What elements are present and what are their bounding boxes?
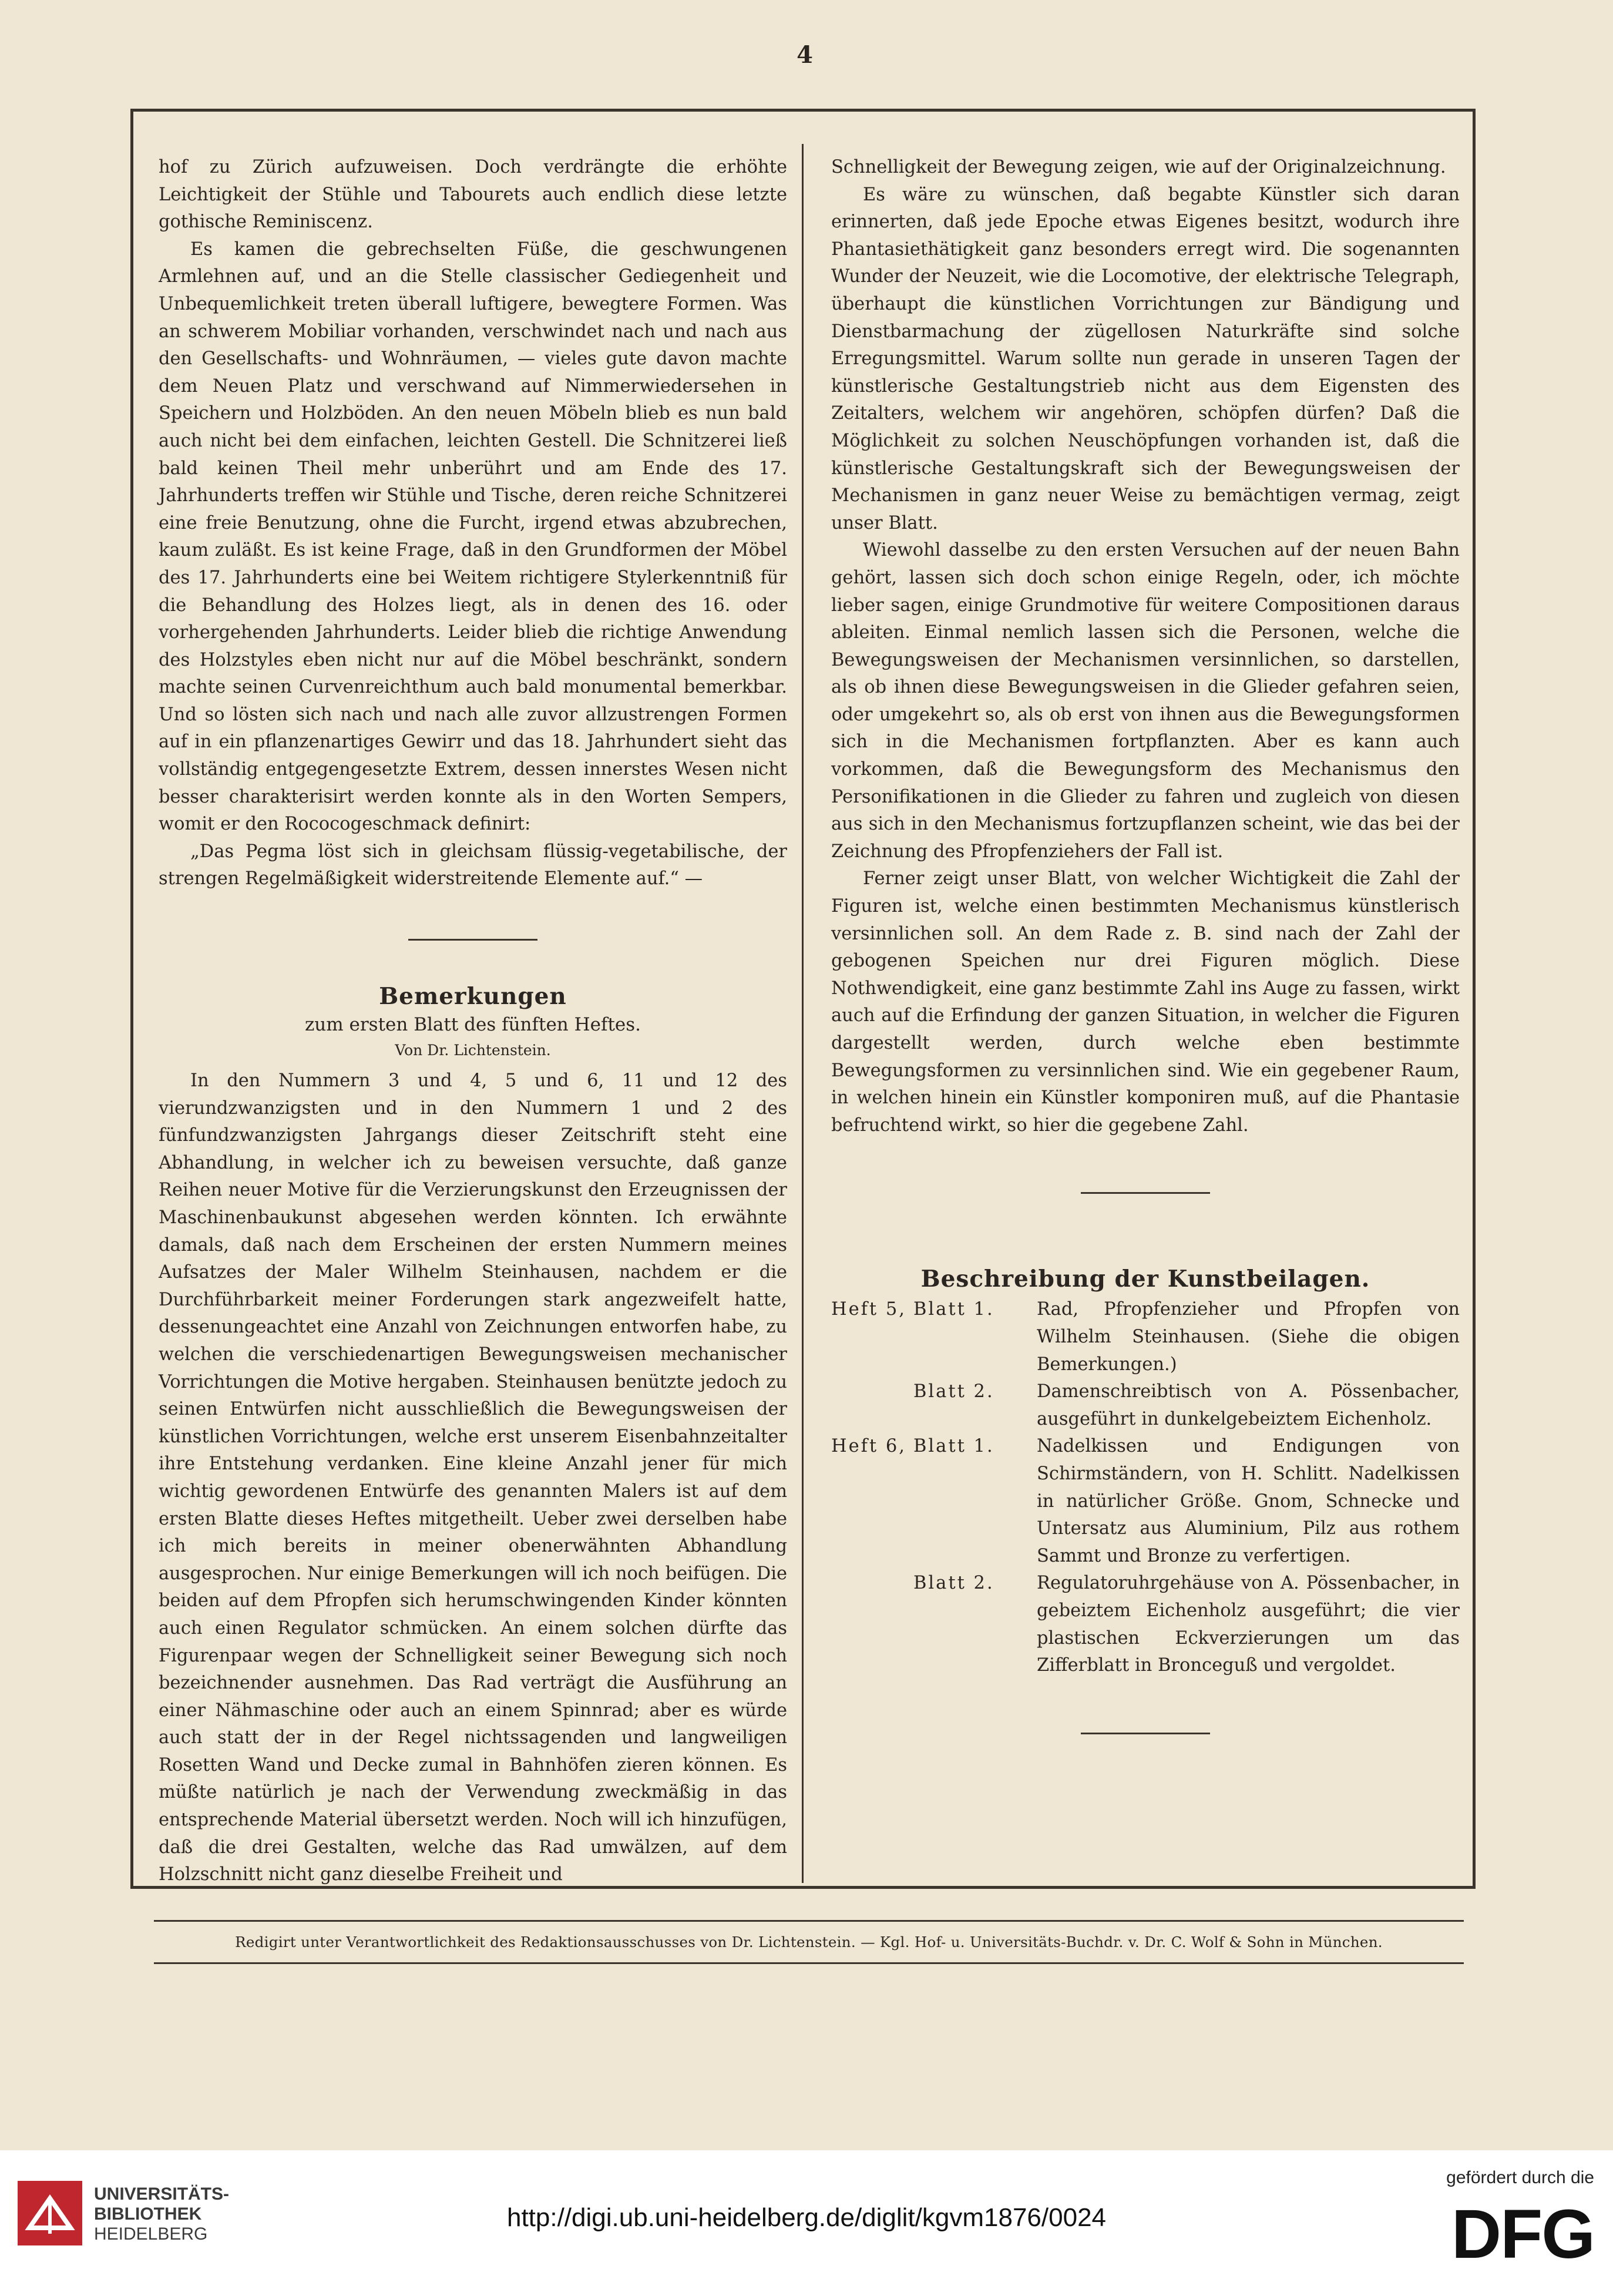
paragraph: Wiewohl dasselbe zu den ersten Versuchen auf der neuen Bahn gehört, lassen sich doch schon einige Regeln, oder, ich möchte lieber sagen, einige Grundmotive für weitere Compositionen daraus ableiten. Einmal nemlich lassen sich die Personen, welche die Bewegungsweisen der Mechanismen versinnlichen, so darstellen, als ob ihnen diese Bewegungsweisen in die Glieder gefahren seien, oder umgekehrt so, als ob erst von ihnen aus die Bewegungsformen sich in die Mechanismen fortpflanzten. Aber es kann auch vorkommen, daß die Bewegungsform des Mechanismus den Personifikationen in die Glieder zu fahren und zugleich von diesen aus sich in den Mechanismus fortzupflanzen scheint, wie das bei der Zeichnung des Pfropfenziehers der Fall ist.: [831, 540, 1460, 862]
catalog-heft: Heft 5,: [831, 1299, 906, 1320]
paragraph: Es kamen die gebrechselten Füße, die geschwungenen Armlehnen auf, und an die Stelle classischer Gediegenheit und Unbequemlichkeit treten überall luftigere, bewegtere Formen. Was an schwerem Mobiliar vorhanden, verschwindet nach und nach aus den Gesellschafts- und Wohnräumen, — vieles gute davon machte dem Neuen Platz und verschwand auf Nimmerwiedersehen in Speichern und Holzböden. An den neuen Möbeln blieb es nun bald auch nicht bei dem einfachen, leichten Gestell. Die Schnitzerei ließ bald keinen Theil mehr unberührt und am Ende des 17. Jahrhunderts treffen wir Stühle und Tische, deren reiche Schnitzerei eine freie Benutzung, ohne die Furcht, irgend etwas abzubrechen, kaum zuläßt. Es ist keine Frage, daß in den Grundformen der Möbel des 17. Jahrhunderts eine bei Weitem richtigere Stylerkenntniß für die Behandlung des Holzes liegt, als in denen des 16. oder vorhergehenden Jahrhunderts. Leider blieb die richtige Anwendung des Holzstyles eben nicht nur auf die Möbel beschränkt, sondern machte seinen Curvenreichthum auch bald monumental bemerkbar. Und so lösten sich nach und nach alle zuvor allzustrengen Formen auf in ein pflanzenartiges Gewirr und das 18. Jahrhundert sieht das vollständig entgegengesetzte Extrem, dessen innerstes Wesen nicht besser charakterisirt werden konnte als in den Worten Sempers, womit er den Rococogeschmack definirt:: [159, 239, 787, 835]
catalog-row: [831, 1296, 1460, 1378]
catalog-description: Damenschreibtisch von A. Pössenbacher, ausgeführt in dunkelgebeiztem Eichenholz.: [1037, 1381, 1460, 1429]
paragraph: hof zu Zürich aufzuweisen. Doch verdrängte die erhöhte Leichtigkeit der Stühle und Tabourets auch endlich diese letzte gothische Reminiscenz.: [159, 157, 787, 233]
catalog-blatt: Blatt 1.: [913, 1436, 994, 1457]
section-author: Von Dr. Lichtenstein.: [395, 1042, 551, 1059]
library-name-line: HEIDELBERG: [94, 2224, 208, 2244]
paragraph: Es wäre zu wünschen, daß begabte Künstler sich daran erinnerten, daß jede Epoche etwas Eigenes besitzt, wodurch ihre Phantasiethätigkeit ganz besonders erregt wird. Die sogenannten Wunder der Neuzeit, wie die Locomotive, der elektrische Telegraph, überhaupt die künstlichen Vorrichtungen zur Bändigung und Dienstbarmachung der zügellosen Naturkräfte sind solche Erregungsmittel. Warum sollte nun gerade in unseren Tagen der künstlerische Gestaltungstrieb nicht aus dem Eigensten des Zeitalters, welchem wir angehören, schöpfen dürfen? Daß die Möglichkeit zu solchen Neuschöpfungen vorhanden ist, daß die künstlerische Gestaltungskraft sich der Bewegungsweisen der Mechanismen in ganz neuer Weise zu bemächtigen vermag, zeigt unser Blatt.: [831, 184, 1460, 533]
catalog-heft: Heft 6,: [831, 1436, 906, 1457]
catalog-list: [831, 1296, 1460, 1679]
imprint-rule: [154, 1962, 1464, 1964]
funding-caption: gefördert durch die: [1446, 2168, 1594, 2187]
library-name-line: UNIVERSITÄTS-: [94, 2184, 230, 2204]
section-divider: [408, 939, 537, 941]
right-column: [831, 154, 1460, 1775]
catalog-blatt: Blatt 2.: [913, 1573, 994, 1594]
section-divider: [1081, 1192, 1210, 1194]
catalog-heft: [831, 1378, 913, 1433]
library-name-line: BIBLIOTHEK: [94, 2204, 202, 2224]
catalog-row: [831, 1433, 1460, 1570]
catalog-row: [831, 1570, 1460, 1679]
catalog-description: Nadelkissen und Endigungen von Schirmständern, von H. Schlitt. Nadelkissen in natürlicher Größe. Gnom, Schnecke und Untersatz aus Aluminium, Pilz aus rothem Sammt und Bronze zu verfertigen.: [1037, 1436, 1460, 1566]
paragraph: Ferner zeigt unser Blatt, von welcher Wichtigkeit die Zahl der Figuren ist, welche einen bestimmten Mechanismus künstlerisch versinnlichen soll. An dem Rade z. B. sind nach der Zahl der gebogenen Speichen nur drei Figuren möglich. Diese Nothwendigkeit, eine ganz bestimmte Zahl ins Auge zu fassen, wirkt auch auf die Erfindung der ganzen Situation, in welcher die Figuren dargestellt werden, durch welche eben bestimmte Bewegungsformen zu versinnlichen sind. Wie ein gegebener Raum, in welchen hinein ein Künstler komponiren muß, auf die Phantasie befruchtend wirkt, so hier die gegebene Zahl.: [831, 868, 1460, 1136]
catalog-blatt: Blatt 1.: [913, 1299, 994, 1320]
section-title: Bemerkungen: [379, 983, 567, 1011]
imprint-line: Redigirt unter Verantwortlichkeit des Redaktionsausschusses von Dr. Lichtenstein. — Kgl. Hof- u. Universitäts-Buchdr. v. Dr. C. Wolf & Sohn in München.: [154, 1920, 1464, 1952]
catalog-row: [831, 1378, 1460, 1433]
catalog-description: Rad, Pfropfenzieher und Pfropfen von Wilhelm Steinhausen. (Siehe die obigen Bemerkungen.): [1037, 1299, 1460, 1375]
section-title: Beschreibung der Kunstbeilagen.: [920, 1266, 1370, 1293]
catalog-description: Regulatoruhrgehäuse von A. Pössenbacher, in gebeiztem Eichenholz ausgeführt; die vier plastischen Eckverzierungen um das Zifferblatt in Bronceguß und vergoldet.: [1037, 1573, 1460, 1676]
paragraph: Schnelligkeit der Bewegung zeigen, wie auf der Originalzeichnung.: [831, 157, 1446, 177]
catalog-blatt: Blatt 2.: [913, 1381, 994, 1402]
quotation: „Das Pegma löst sich in gleichsam flüssig-vegetabilische, der strengen Regelmäßigkeit widerstreitende Elemente auf.“ —: [159, 841, 787, 889]
section-divider: [1081, 1733, 1210, 1734]
catalog-heft: [831, 1570, 913, 1679]
page-number: 4: [797, 41, 813, 69]
section-subtitle: zum ersten Blatt des fünften Heftes.: [304, 1014, 641, 1036]
permalink-url[interactable]: http://digi.ub.uni-heidelberg.de/diglit/kgvm1876/0024: [506, 2203, 1107, 2232]
paragraph: In den Nummern 3 und 4, 5 und 6, 11 und 12 des vierundzwanzigsten und in den Nummern 1 und 2 des fünfundzwanzigsten Jahrgangs dieser Zeitschrift steht eine Abhandlung, in welcher ich zu beweisen versuchte, daß ganze Reihen neuer Motive für die Verzierungskunst den Erzeugnissen der Maschinenbaukunst abgesehen werden könnten. Ich erwähnte damals, daß nach dem Erscheinen der ersten Nummern meines Aufsatzes der Maler Wilhelm Steinhausen, nachdem er die Durchführbarkeit meiner Forderungen stark angezweifelt hatte, dessenungeachtet eine Anzahl von Zeichnungen entworfen habe, zu welchen die verschiedenartigen Bewegungsweisen mechanischer Vorrichtungen die Motive hergaben. Steinhausen benützte jedoch zu seinen Entwürfen nicht ausschließlich die Bewegungsweisen der künstlichen Vorrichtungen, welche erst unserem Eisenbahnzeitalter ihre Entstehung verdanken. Eine kleine Anzahl jener für mich wichtig gewordenen Entwürfe des genannten Malers ist auf dem ersten Blatte dieses Heftes mitgetheilt. Ueber zwei derselben habe ich mich bereits in meiner obenerwähnten Abhandlung ausgesprochen. Nur einige Bemerkungen will ich noch beifügen. Die beiden auf dem Pfropfen sich herumschwingenden Kinder könnten auch einen Regulator schmücken. An einem solchen dürfte das Figurenpaar wegen der Schnelligkeit seiner Bewegung sich noch bezeichnender ausnehmen. Das Rad verträgt die Ausführung an einer Nähmaschine oder auch an einem Spinnrad; aber es würde auch statt der in der Regel nichtssagenden und langweiligen Rosetten Wand und Decke zumal in Bahnhöfen zieren können. Es müßte natürlich je nach der Verwendung zweckmäßig in das entsprechende Material übersetzt werden. Noch will ich hinzufügen, daß die drei Gestalten, welche das Rad umwälzen, auf dem Holzschnitt nicht ganz dieselbe Freiheit und: [159, 1070, 787, 1885]
dfg-logo: DFG: [1451, 2196, 1594, 2273]
column-divider: [802, 144, 804, 1883]
left-column: [159, 154, 787, 1889]
